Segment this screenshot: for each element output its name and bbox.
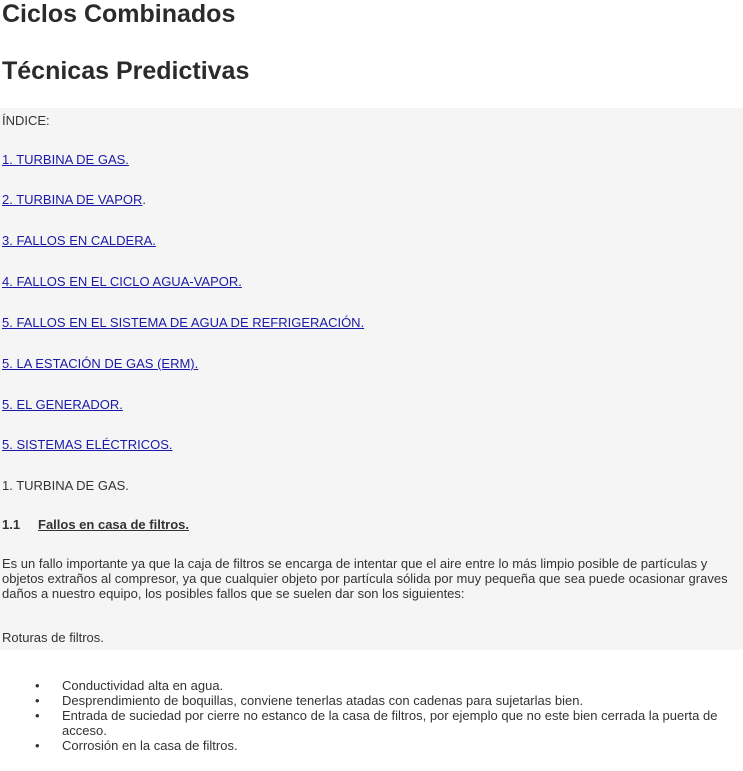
index-link-suffix: . [142, 192, 147, 207]
document-title: Ciclos Combinados [2, 0, 236, 28]
index-link-turbina-gas[interactable]: 1. TURBINA DE GAS. [2, 152, 129, 167]
list-item [0, 693, 732, 708]
index-link-estacion-gas[interactable]: 5. LA ESTACIÓN DE GAS (ERM). [2, 356, 199, 371]
document-subtitle: Técnicas Predictivas [2, 57, 250, 85]
list-item-text: Corrosión en la casa de filtros. [62, 738, 238, 753]
index-label: ÍNDICE: [2, 113, 50, 128]
bullet-icon: • [35, 708, 40, 723]
section-heading: 1. TURBINA DE GAS. [2, 478, 129, 493]
list-item [0, 738, 732, 753]
index-link-generador[interactable]: 5. EL GENERADOR. [2, 397, 123, 412]
bullet-icon: • [35, 738, 40, 753]
subsection-number: 1.1 [2, 517, 21, 532]
bullet-icon: • [35, 693, 40, 708]
index-link-turbina-vapor[interactable]: 2. TURBINA DE VAPOR [2, 192, 143, 207]
fallos-list [0, 678, 743, 753]
index-item-turbina-vapor [2, 192, 146, 208]
roturas-label: Roturas de filtros. [2, 630, 104, 645]
list-item-text: Desprendimiento de boquillas, conviene tenerlas atadas con cadenas para sujetarlas bien. [62, 693, 584, 708]
list-item-text: Conductividad alta en agua. [62, 678, 224, 693]
list-item [0, 678, 732, 693]
list-item-text: Entrada de suciedad por cierre no estanco de la casa de filtros, por ejemplo que no este bien cerrada la puerta de acceso. [62, 708, 718, 738]
index-link-sistemas-electricos[interactable]: 5. SISTEMAS ELÉCTRICOS. [2, 437, 173, 452]
list-item [0, 708, 732, 738]
section-paragraph: Es un fallo importante ya que la caja de filtros se encarga de intentar que el aire entre lo más limpio posible de partículas y objetos extraños al compresor, ya que cualquier objeto por partícula sólida por muy pequeña que sea puede ocasionar graves daños a nuestro equipo, los posibles fallos que se suelen dar son los siguientes: [2, 556, 728, 601]
index-link-agua-refrigeracion[interactable]: 5. FALLOS EN EL SISTEMA DE AGUA DE REFRIGERACIÓN. [2, 315, 365, 330]
bullet-icon: • [35, 678, 40, 693]
index-link-caldera[interactable]: 3. FALLOS EN CALDERA. [2, 233, 156, 248]
subsection-title: Fallos en casa de filtros. [38, 517, 189, 532]
subsection-heading [2, 517, 189, 533]
index-link-ciclo-agua-vapor[interactable]: 4. FALLOS EN EL CICLO AGUA-VAPOR. [2, 274, 242, 289]
